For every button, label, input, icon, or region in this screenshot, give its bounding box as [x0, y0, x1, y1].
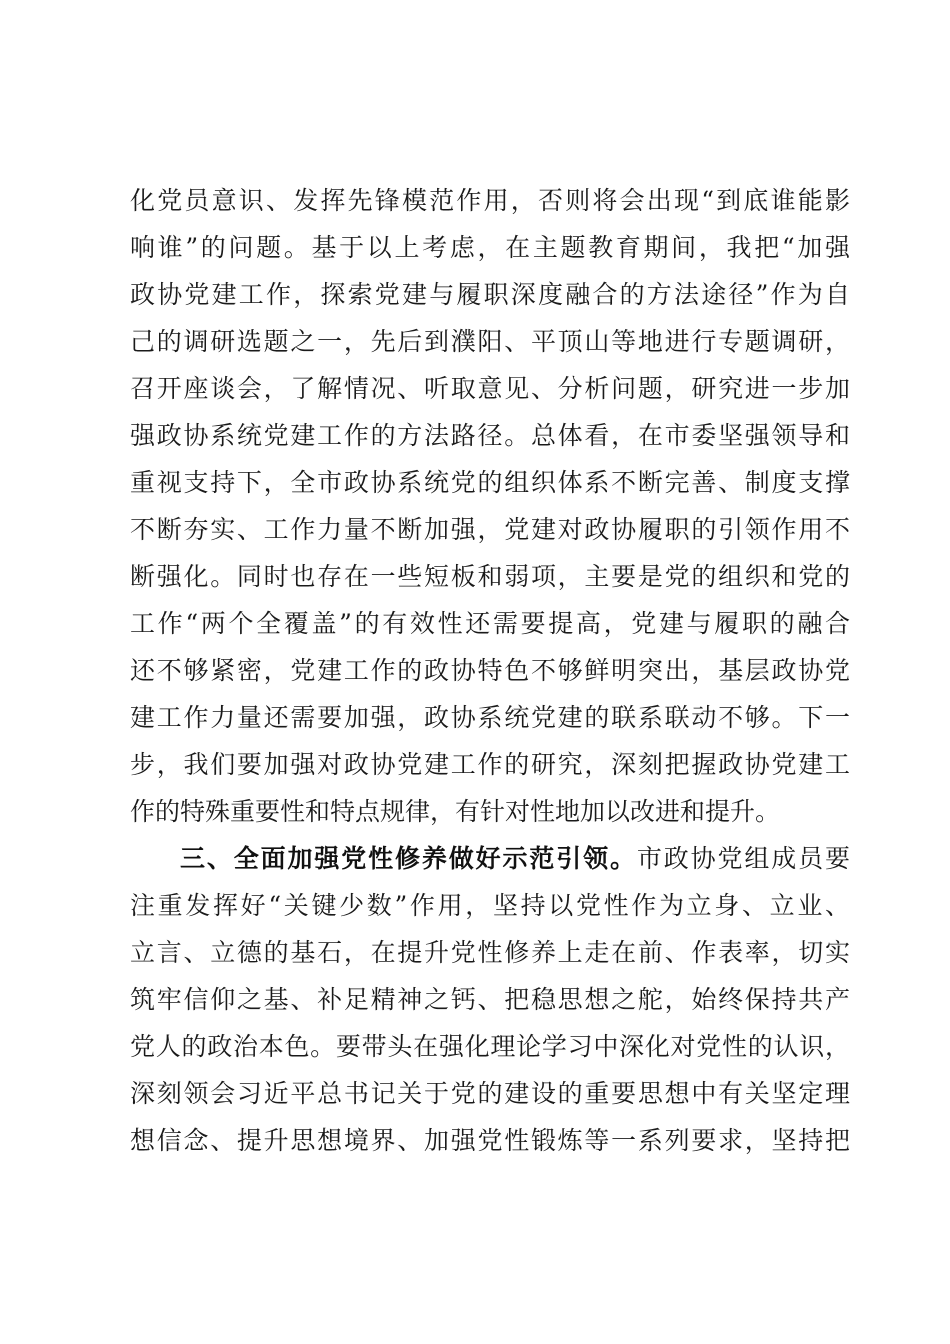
text-line: 步，我们要加强对政协党建工作的研究，深刻把握政协党建工 [130, 750, 850, 779]
text-line: 作的特殊重要性和特点规律，有针对性地加以改进和提升。 [130, 797, 781, 826]
text-line: 建工作力量还需要加强，政协系统党建的联系联动不够。下一 [130, 703, 850, 732]
text-line: 深刻领会习近平总书记关于党的建设的重要思想中有关坚定理 [130, 1079, 850, 1108]
text-line: 响谁”的问题。基于以上考虑，在主题教育期间，我把“加强 [130, 233, 850, 262]
heading-line-text: 市政协党组成员要 [636, 844, 850, 873]
text-line: 强政协系统党建工作的方法路径。总体看，在市委坚强领导和 [130, 421, 850, 450]
text-line: 还不够紧密，党建工作的政协特色不够鲜明突出，基层政协党 [130, 656, 850, 685]
section-heading: 三、全面加强党性修养做好示范引领。 [180, 844, 637, 873]
text-line: 断强化。同时也存在一些短板和弱项，主要是党的组织和党的 [130, 562, 850, 591]
heading-line [130, 835, 850, 882]
paragraph-1 [130, 177, 850, 835]
text-line: 重视支持下，全市政协系统党的组织体系不断完善、制度支撑 [130, 468, 850, 497]
paragraph-2 [130, 835, 850, 1164]
document-body [130, 177, 850, 1164]
text-line: 召开座谈会，了解情况、听取意见、分析问题，研究进一步加 [130, 374, 850, 403]
text-line: 化党员意识、发挥先锋模范作用，否则将会出现“到底谁能影 [130, 186, 850, 215]
text-line: 党人的政治本色。要带头在强化理论学习中深化对党性的认识， [130, 1032, 850, 1061]
text-line: 注重发挥好“关键少数”作用，坚持以党性作为立身、立业、 [130, 891, 850, 920]
text-line: 工作“两个全覆盖”的有效性还需要提高，党建与履职的融合 [130, 609, 850, 638]
text-line: 想信念、提升思想境界、加强党性锻炼等一系列要求，坚持把 [130, 1126, 850, 1155]
text-line: 立言、立德的基石，在提升党性修养上走在前、作表率，切实 [130, 938, 850, 967]
text-line: 筑牢信仰之基、补足精神之钙、把稳思想之舵，始终保持共产 [130, 985, 850, 1014]
text-line: 己的调研选题之一，先后到濮阳、平顶山等地进行专题调研， [130, 327, 850, 356]
text-line: 政协党建工作，探索党建与履职深度融合的方法途径”作为自 [130, 280, 850, 309]
text-line: 不断夯实、工作力量不断加强，党建对政协履职的引领作用不 [130, 515, 850, 544]
